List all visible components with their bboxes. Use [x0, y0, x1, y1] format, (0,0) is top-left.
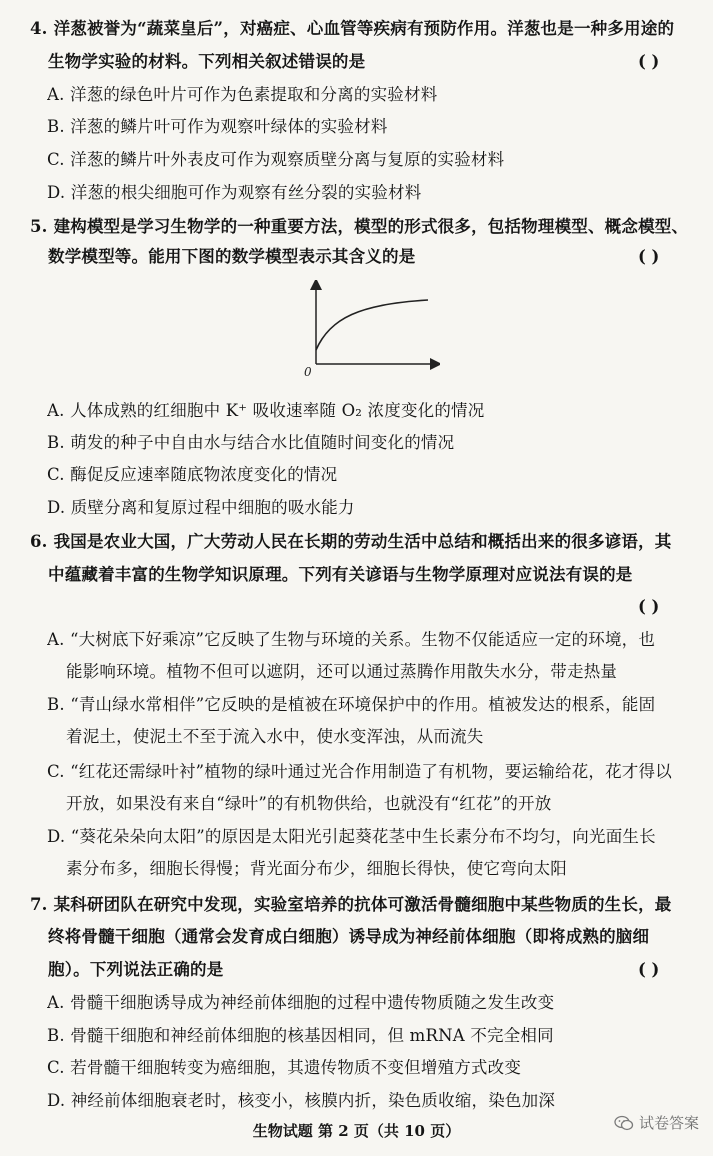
q4-stem-line1: 4. 洋葱被誉为“蔬菜皇后”，对癌症、心血管等疾病有预防作用。洋葱也是一种多用途的 — [30, 19, 675, 38]
q7-option-b: B. 骨髓干细胞和神经前体细胞的核基因相同，但 mRNA 不完全相同 — [47, 1026, 554, 1045]
q6-option-d-line1: D. “葵花朵朵向太阳”的原因是太阳光引起葵花茎中生长素分布不均匀，向光面生长 — [47, 827, 656, 846]
q4-answer-bracket: ( ) — [638, 52, 660, 71]
q5-stem-line1: 5. 建构模型是学习生物学的一种重要方法，模型的形式很多，包括物理模型、概念模型、 — [30, 217, 689, 236]
graph-saturation-curve — [316, 300, 428, 350]
page-footer: 生物试题 第 2 页（共 10 页） — [252, 1122, 461, 1140]
q5-option-b: B. 萌发的种子中自由水与结合水比值随时间变化的情况 — [47, 433, 455, 452]
q5-option-c: C. 酶促反应速率随底物浓度变化的情况 — [47, 465, 338, 484]
q7-option-d: D. 神经前体细胞衰老时，核变小，核膜内折，染色质收缩，染色加深 — [47, 1091, 556, 1110]
q5-option-d: D. 质壁分离和复原过程中细胞的吸水能力 — [47, 498, 355, 517]
q6-option-d-line2: 素分布多，细胞长得慢；背光面分布少，细胞长得快，使它弯向太阳 — [66, 859, 567, 878]
q5-stem-line2: 数学模型等。能用下图的数学模型表示其含义的是 — [48, 247, 416, 266]
q6-stem-line1: 6. 我国是农业大国，广大劳动人民在长期的劳动生活中总结和概括出来的很多谚语，其 — [30, 532, 672, 551]
graph-origin-label: 0 — [304, 365, 312, 379]
q4-option-d: D. 洋葱的根尖细胞可作为观察有丝分裂的实验材料 — [47, 183, 422, 202]
q7-stem-line2: 终将骨髓干细胞（通常会发育成白细胞）诱导成为神经前体细胞（即将成熟的脑细 — [48, 927, 650, 946]
watermark-text: 试卷答案 — [638, 1114, 699, 1132]
q4-option-b: B. 洋葱的鳞片叶可作为观察叶绿体的实验材料 — [47, 117, 388, 136]
q7-stem-line3: 胞）。下列说法正确的是 — [48, 960, 224, 979]
math-model-graph — [300, 280, 440, 380]
wechat-icon — [614, 1115, 634, 1131]
q4-stem-line2: 生物学实验的材料。下列相关叙述错误的是 — [48, 52, 366, 71]
q6-option-b-line2: 着泥土，使泥土不至于流入水中，使水变浑浊，从而流失 — [66, 727, 484, 746]
q7-stem-line1: 7. 某科研团队在研究中发现，实验室培养的抗体可激活骨髓细胞中某些物质的生长，最 — [30, 895, 672, 914]
q4-option-a: A. 洋葱的绿色叶片可作为色素提取和分离的实验材料 — [47, 85, 438, 104]
q6-option-c-line1: C. “红花还需绿叶衬”植物的绿叶通过光合作用制造了有机物，要运输给花，花才得以 — [47, 762, 672, 781]
q5-option-a: A. 人体成熟的红细胞中 K⁺ 吸收速率随 O₂ 浓度变化的情况 — [47, 401, 485, 420]
q6-option-b-line1: B. “青山绿水常相伴”它反映的是植被在环境保护中的作用。植被发达的根系，能固 — [47, 695, 656, 714]
q4-option-c: C. 洋葱的鳞片叶外表皮可作为观察质壁分离与复原的实验材料 — [47, 150, 505, 169]
q6-answer-bracket: ( ) — [638, 597, 660, 616]
q7-answer-bracket: ( ) — [638, 960, 660, 979]
q6-option-a-line1: A. “大树底下好乘凉”它反映了生物与环境的关系。生物不仅能适应一定的环境，也 — [47, 630, 656, 649]
watermark — [614, 1112, 699, 1133]
q7-option-a: A. 骨髓干细胞诱导成为神经前体细胞的过程中遗传物质随之发生改变 — [47, 993, 555, 1012]
q6-option-a-line2: 能影响环境。植物不但可以遮阴，还可以通过蒸腾作用散失水分，带走热量 — [66, 662, 618, 681]
q5-answer-bracket: ( ) — [638, 247, 660, 266]
q6-stem-line2: 中蕴藏着丰富的生物学知识原理。下列有关谚语与生物学原理对应说法有误的是 — [48, 565, 633, 584]
q7-option-c: C. 若骨髓干细胞转变为癌细胞，其遗传物质不变但增殖方式改变 — [47, 1058, 522, 1077]
q6-option-c-line2: 开放，如果没有来自“绿叶”的有机物供给，也就没有“红花”的开放 — [66, 794, 552, 813]
